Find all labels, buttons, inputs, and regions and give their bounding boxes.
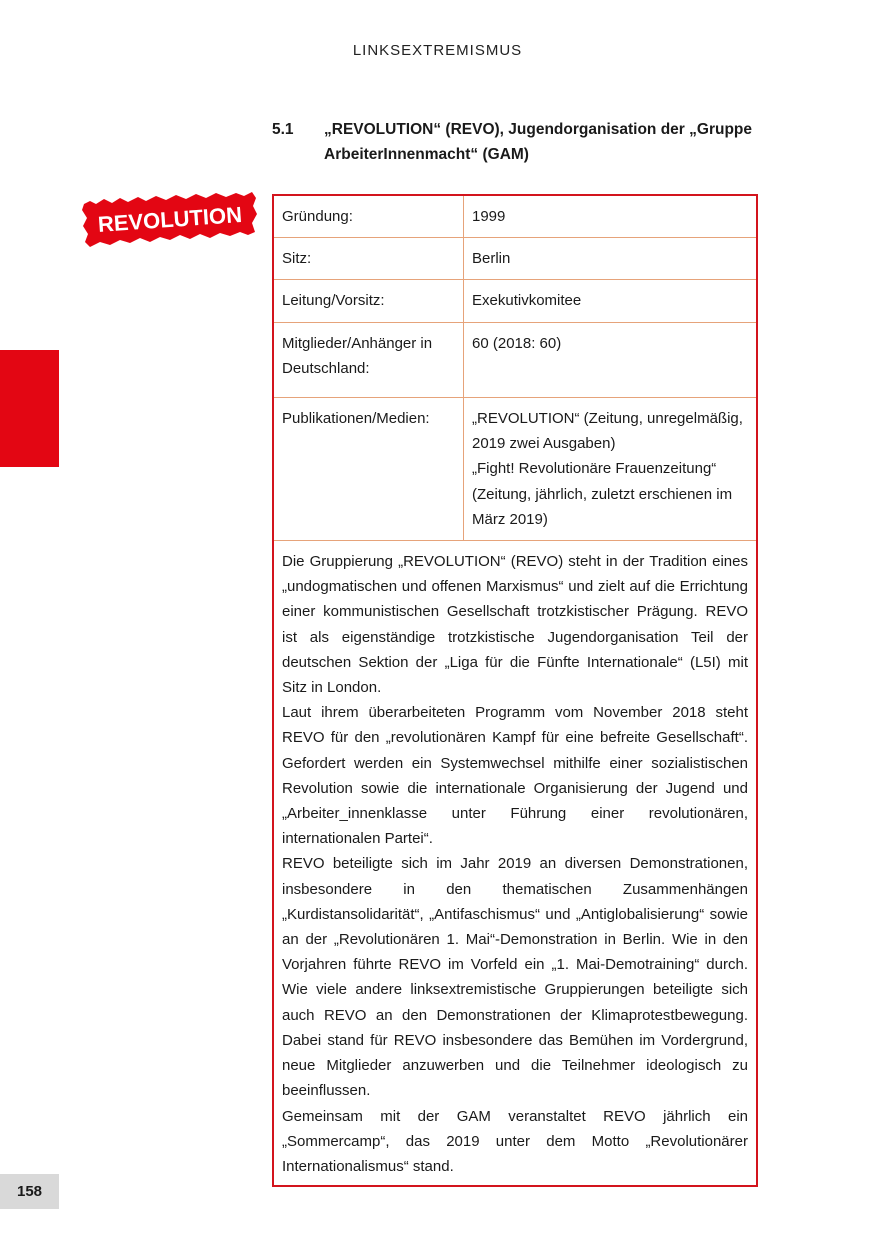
organisation-description	[274, 541, 756, 1185]
fact-label: Gründung:	[274, 196, 464, 238]
facts-table	[274, 196, 756, 541]
description-paragraph: Gemeinsam mit der GAM veranstaltet REVO jährlich ein „Sommercamp“, das 2019 unter dem Motto „Revolutionärer Internationalismus“ stand.	[282, 1107, 748, 1175]
fact-value	[464, 398, 757, 541]
organisation-profile-box	[272, 194, 758, 1187]
section-heading	[272, 117, 762, 167]
chapter-tab-marker	[0, 350, 59, 467]
publication-entry: „REVOLUTION“ (Zeitung, unregelmäßig, 2019 zwei Ausgaben)	[472, 410, 743, 453]
fact-label: Leitung/Vorsitz:	[274, 280, 464, 322]
facts-row-members	[274, 322, 756, 397]
fact-label: Publikationen/Medien:	[274, 398, 464, 541]
fact-value: 60 (2018: 60)	[464, 322, 757, 397]
revolution-logo-graphic	[80, 190, 258, 250]
description-paragraph: Laut ihrem überarbeiteten Programm vom November 2018 steht REVO für den „revolutionären Kampf für eine befreite Gesellschaft“. Gefordert werden ein Systemwechsel mithilfe einer sozialistischen Revolution sowie die internationale Organisierung der Jugend und „Arbeiter_innenklasse unter Führung einer revolutionären, internationalen Partei“.	[282, 704, 748, 848]
fact-value: Exekutivkomitee	[464, 280, 757, 322]
facts-row-publications	[274, 398, 756, 541]
logo-text: REVOLUTION	[97, 202, 243, 238]
fact-value: 1999	[464, 196, 757, 238]
description-paragraph: Die Gruppierung „REVOLUTION“ (REVO) steht in der Tradition eines „undogmatischen und offenen Marxismus“ und zielt auf die Errichtung einer kommunistischen Gesellschaft trotzkistischer Prägung. REVO ist als eigenständige trotzkistische Jugendorganisation Teil der deutschen Sektion der „Liga für die Fünfte Internationale“ (L5I) mit Sitz in London.	[282, 553, 748, 697]
fact-value: Berlin	[464, 238, 757, 280]
facts-row-seat	[274, 238, 756, 280]
page-number: 158	[0, 1174, 59, 1209]
publication-entry: „Fight! Revolutionäre Frauenzeitung“ (Zeitung, jährlich, zuletzt erschienen im März 2019)	[472, 460, 733, 528]
section-title: „REVOLUTION“ (REVO), Jugendorganisation der „Gruppe ArbeiterInnenmacht“ (GAM)	[324, 121, 752, 163]
running-head: LINKSEXTREMISMUS	[352, 42, 523, 59]
description-paragraph: REVO beteiligte sich im Jahr 2019 an diversen Demonstrationen, insbesondere in den thematischen Zusammenhängen „Kurdistansolidarität“, „Antifaschismus“ und „Antiglobalisierung“ sowie an der „Revolutionären 1. Mai“-Demonstration in Berlin. Wie in den Vorjahren führte REVO im Vorfeld ein „1. Mai-Demotraining“ durch. Wie viele andere linksextremistische Gruppierungen beteiligte sich auch REVO an den Demonstrationen der Klimaprotestbewegung. Dabei stand für REVO insbesondere das Bemühen im Vordergrund, neue Mitglieder anzuwerben und die Teilnehmer ideologisch zu beeinflussen.	[282, 855, 748, 1100]
section-number: 5.1	[272, 121, 294, 138]
fact-label: Sitz:	[274, 238, 464, 280]
facts-row-leadership	[274, 280, 756, 322]
facts-row-founding	[274, 196, 756, 238]
fact-label: Mitglieder/Anhänger in Deutschland:	[274, 322, 464, 397]
revolution-logo	[80, 190, 258, 250]
